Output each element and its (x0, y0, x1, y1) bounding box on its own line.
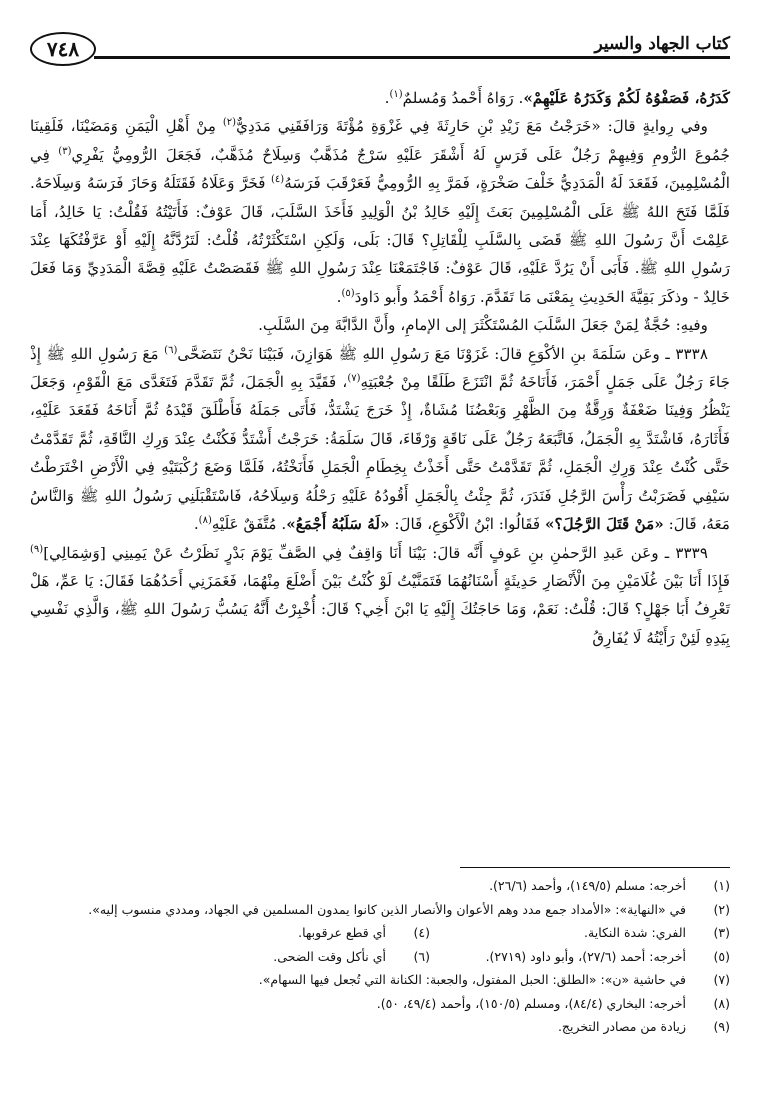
footnote-ref: (٩) (30, 543, 44, 555)
footnote-4: (٤) أي قطع عرقوبها. (298, 925, 430, 940)
prophetic-quote: كَدَرُهُ، فَصَفْوُهُ لَكُمْ وَكَدَرُهُ عَلَيْهِمْ» (523, 89, 730, 107)
footnote-1: (١) أخرجه: مسلم (١٤٩/٥)، وأحمد (٢٦/٦). (489, 878, 730, 893)
body-text: وفي رِوايةٍ قالَ: «خَرَجْتُ مَعَ زَيْدِ بْنِ حَارِثَةَ فِي غَزْوَةِ مُؤْتَةَ وَرَافَقَنِي مَدَدِيٌّ (236, 117, 708, 136)
main-text (30, 84, 730, 652)
page-header (30, 34, 730, 74)
hadith-3339 (30, 539, 730, 653)
footnote-ref: (٣) (58, 145, 72, 157)
footnote-ref: (٤) (271, 174, 285, 186)
prophetic-quote: «لَهُ سَلَبُهُ أَجْمَعُ» (286, 515, 390, 534)
paragraph-commentary (30, 311, 730, 339)
body-text: . (336, 287, 342, 306)
footnote-row-3-4 (30, 921, 730, 945)
body-text: ٣٣٣٨ ـ وعَن سَلَمَةَ بنِ الأكْوَعِ قالَ: غَزَوْنَا مَعَ رَسُولِ اللهِ ﷺ هَوَازِنَ، فَبَيْنَا نَحْنُ نَتَضَحَّى (177, 344, 708, 363)
footnote-ref: (٢) (222, 117, 237, 129)
body-text: مِنْ أَهْلِ الْيَمَنِ وَمَضَيْنَا، فَلَقِينَا جُمُوعَ الرُّومِ وَفِيهِمْ رَجُلٌ عَلَى فَرَسٍ لَهُ أَشْقَرَ عَلَيْهِ سَرْجٌ مُذَهَّبٌ وَسِلَاحٌ مُذَهَّبٌ، فَجَعَلَ الرُّومِيُّ يَفْرِي (30, 117, 730, 164)
body-text: وفيهِ: حُجَّةٌ لِمَنْ جَعَلَ السَّلَبَ المُسْتَكْثَرَ إلى الإمامِ، وأَنَّ الدَّابَّةَ مِنَ السَّلَبِ. (258, 316, 708, 335)
prophetic-quote: «مَنْ قَتَلَ الرَّجُلَ؟» (545, 515, 664, 534)
footnote-separator (460, 867, 730, 868)
body-text: فِي الْمُسْلِمِينَ، فَقَعَدَ لَهُ الْمَدَدِيُّ خَلْفَ صَخْرَةٍ، فَمَرَّ بِهِ الرُّومِيُّ فَعَرْقَبَ فَرَسَهُ (30, 145, 730, 193)
body-text: فَقَالُوا: ابْنُ الْأَكْوَعِ، قَالَ: (389, 515, 546, 534)
header-rule (94, 56, 730, 59)
footnote-6: (٦) أي نأكل وقت الضحى. (273, 948, 430, 964)
footnote-ref: (٨) (198, 515, 212, 527)
footnote-5: (٥) أخرجه: أحمد (٢٧/٦)، وأبو داود (٢٧١٩). (485, 948, 730, 964)
body-text: . رَوَاهُ أَحْمدُ وَمُسلمٌ (402, 89, 524, 107)
footnote-ref: (١) (389, 88, 403, 100)
paragraph-riwaya (30, 112, 730, 311)
footnote-ref: (٦) (164, 344, 178, 356)
body-text: . (193, 515, 199, 534)
footnote-ref: (٧) (347, 373, 361, 384)
body-text: . مُتَّفَقٌ عَلَيْهِ (211, 515, 287, 534)
hadith-3338 (30, 340, 730, 539)
page-number: ٧٤٨ (30, 32, 96, 66)
body-text: . (384, 89, 390, 107)
body-text: مَعَ رَسُولِ اللهِ ﷺ إِذْ جَاءَ رَجُلٌ عَلَى جَمَلٍ أَحْمَرَ، فَأَنَاخَهُ ثُمَّ انْتَزَعَ طَلَقًا مِنْ جُعْبَتِهِ (30, 344, 730, 392)
footnote-9: (٩) زيادة من مصادر التخريج. (557, 1019, 730, 1034)
body-text: ٣٣٣٩ ـ وعَن عَبدِ الرَّحمٰنِ بنِ عَوفٍ أَنَّه قالَ: بَيْنَا أَنَا وَاقِفٌ فِي الصَّفِّ يَوْمَ بَدْرٍ نَظَرْتُ عَنْ يَمِينِي [وَشِمَالِي] (43, 543, 708, 562)
footnote-3: (٣) الفري: شدة النكاية. (584, 925, 730, 940)
footnote-ref: (٥) (341, 287, 355, 299)
book-title: كتاب الجهاد والسير (594, 34, 730, 54)
paragraph-continuation (30, 84, 730, 112)
footnote-8: (٨) أخرجه: البخاري (٨٤/٤)، ومسلم (١٥٠/٥)، وأحمد (٤٩/٤، ٥٠). (376, 995, 730, 1011)
footnote-row-5-6 (30, 945, 730, 969)
body-text: فَإِذَا أَنَا بَيْنَ غُلَامَيْنِ مِنَ الْأَنْصَارِ حَدِيثَةٍ أَسْنَانُهُمَا فَتَمَنَّيْتُ لَوْ كُنْتُ بَيْنَ أَضْلَعَ مِنْهُمَا، فَغَمَزَنِي أَحَدُهُمَا فَقَالَ: يَا عَمِّ، هَلْ تَعْرِفُ أَبَا جَهْلٍ؟ قَالَ: قُلْتُ: نَعَمْ، وَمَا حَاجَتُكَ إِلَيْهِ يَا ابْنَ أَخِي؟ قَالَ: أُخْبِرْتُ أَنَّهُ يَسُبُّ رَسُولَ اللهِ ﷺ، وَالَّذِي نَفْسِي بِيَدِهِ لَئِنْ رَأَيْتُهُ لَا يُفَارِقُ (30, 571, 730, 647)
body-text: فَخَرَّ وَعَلَاهُ فَقَتَلَهُ وَحَازَ فَرَسَهُ وَسِلَاحَهُ. فَلَمَّا فَتَحَ اللهُ ﷺ عَلَى الْمُسْلِمِينَ بَعَثَ إِلَيْهِ خَالِدُ بْنُ الْوَلِيدِ فَأَخَذَ السَّلَبَ، قَالَ عَوْفٌ: فَأَتَيْتُهُ فَقُلْتُ: يَا خَالِدُ، أَمَا عَلِمْتَ أَنَّ رَسُولَ اللهِ ﷺ قَضَى بِالسَّلَبِ لِلْقَاتِلِ؟ قَالَ: بَلَى، وَلَكِنِ اسْتَكْثَرْتُهُ، قُلْتُ: لَتَرُدَّنَّهُ إِلَيْهِ أَوْ عَرَّفْتُكَهَا عِنْدَ رَسُولِ اللهِ ﷺ. فَأَبَى أَنْ يَرُدَّ عَلَيْهِ، قَالَ عَوْفٌ: فَاجْتَمَعْنَا عِنْدَ رَسُولِ اللهِ ﷺ فَقَصَصْتُ عَلَيْهِ قِصَّةَ الْمَدَدِيِّ وَمَا فَعَلَ خَالِدٌ - وذكَرَ بَقِيَّةَ الحَدِيثِ بِمَعْنَى مَا تَقَدَّمَ. رَوَاهُ أَحْمَدُ وأَبو دَاودَ (30, 174, 730, 306)
footnote-2: (٢) في «النهاية»: «الأمداد جمع مدد وهم الأعوان والأنصار الذين كانوا يمدون المسلمين في الجهاد، ومددي منسوب إليه». (88, 901, 730, 917)
footnote-7: (٧) في حاشية «ن»: «الطلق: الحبل المفتول، والجعبة: الكنانة التي تُجعل فيها السهام». (258, 972, 730, 987)
footnotes (30, 874, 730, 1039)
body-text: ، فَقَيَّدَ بِهِ الْجَمَلَ، ثُمَّ تَقَدَّمَ فَتَغَدَّى مَعَ الْقَوْمِ، وَجَعَلَ يَنْظُرُ وَفِينَا ضَعْفَةٌ وَرِقَّةٌ مِنَ الظَّهْرِ وَبَعْضُنَا مُشَاةٌ، إِذْ خَرَجَ يَشْتَدُّ، فَأَتَى جَمَلَهُ فَأَطْلَقَ قَيْدَهُ ثُمَّ أَنَاخَهُ فَقَعَدَ عَلَيْهِ، فَأَثَارَهُ، فَاشْتَدَّ بِهِ الْجَمَلُ، فَاتَّبَعَهُ رَجُلٌ عَلَى نَاقَةٍ وَرْقَاءَ، قَالَ سَلَمَةُ: خَرَجْتُ أَشْتَدُّ فَكُنْتُ عِنْدَ وَرِكِ النَّاقَةِ، ثُمَّ تَقَدَّمْتُ حَتَّى كُنْتُ عِنْدَ وَرِكِ الْجَمَلِ، ثُمَّ تَقَدَّمْتُ حَتَّى أَخَذْتُ بِخِطَامِ الْجَمَلِ فَأَنَخْتُهُ، فَلَمَّا وَضَعَ رُكْبَتَيْهِ فِي الْأَرْضِ اخْتَرَطْتُ سَيْفِي فَضَرَبْتُ رَأْسَ الرَّجُلِ فَنَدَرَ، ثُمَّ جِئْتُ بِالْجَمَلِ أَقُودُهُ عَلَيْهِ رَحْلُهُ وَسِلَاحُهُ، فَاسْتَقْبَلَنِي رَسُولُ اللهِ ﷺ وَالنَّاسُ مَعَهُ، قَالَ: (30, 373, 730, 534)
